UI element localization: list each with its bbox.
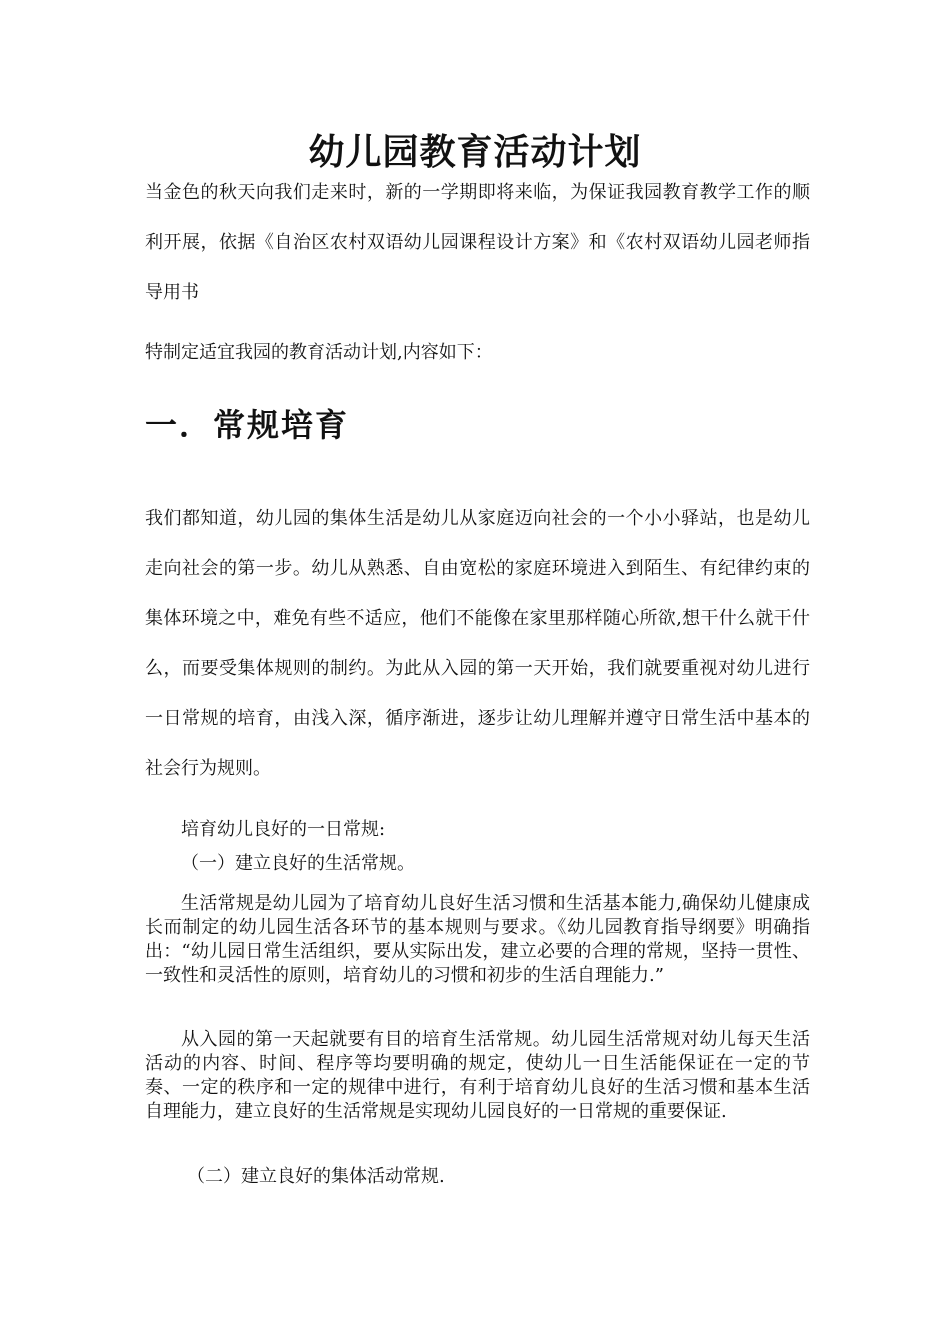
subheading-life-routine: （一）建立良好的生活常规。	[181, 853, 415, 874]
daily-routine-intro: 培育幼儿良好的一日常规:	[181, 819, 386, 840]
intro-paragraph: 当金色的秋天向我们走来时，新的一学期即将来临，为保证我园教育教学工作的顺利开展，依据《自治区农村双语幼儿园课程设计方案》和《农村双语幼儿园老师指导用书	[145, 182, 810, 303]
life-routine-paragraph: 生活常规是幼儿园为了培育幼儿良好生活习惯和生活基本能力,确保幼儿健康成长而制定的幼儿园生活各环节的基本规则与要求。《幼儿园教育指导纲要》明确指出：“幼儿园日常生活组织，要从实际出发，建立必要的合理的常规，坚持一贯性、一致性和灵活性的原则，培育幼儿的习惯和初步的生活自理能力.”	[145, 893, 810, 986]
document-title: 幼儿园教育活动计划	[308, 131, 642, 173]
section-heading-routine: 一．常规培育	[145, 406, 350, 444]
section-paragraph-routine: 我们都知道，幼儿园的集体生活是幼儿从家庭迈向社会的一个小小驿站，也是幼儿走向社会的第一步。幼儿从熟悉、自由宽松的家庭环境进入到陌生、有纪律约束的集体环境之中，难免有些不适应，他们不能像在家里那样随心所欲,想干什么就干什么，而要受集体规则的制约。为此从入园的第一天开始，我们就要重视对幼儿进行一日常规的培育，由浅入深，循序渐进，逐步让幼儿理解并遵守日常生活中基本的社会行为规则。	[145, 508, 810, 779]
subheading-group-activity: （二）建立良好的集体活动常规.	[187, 1166, 445, 1187]
first-day-paragraph: 从入园的第一天起就要有目的培育生活常规。幼儿园生活常规对幼儿每天生活活动的内容、时间、程序等均要明确的规定，使幼儿一日生活能保证在一定的节奏、一定的秩序和一定的规律中进行，有利于培育幼儿良好的生活习惯和基本生活自理能力，建立良好的生活常规是实现幼儿园良好的一日常规的重要保证.	[145, 1029, 810, 1122]
intro-followup: 特制定适宜我园的教育活动计划,内容如下：	[145, 342, 493, 363]
